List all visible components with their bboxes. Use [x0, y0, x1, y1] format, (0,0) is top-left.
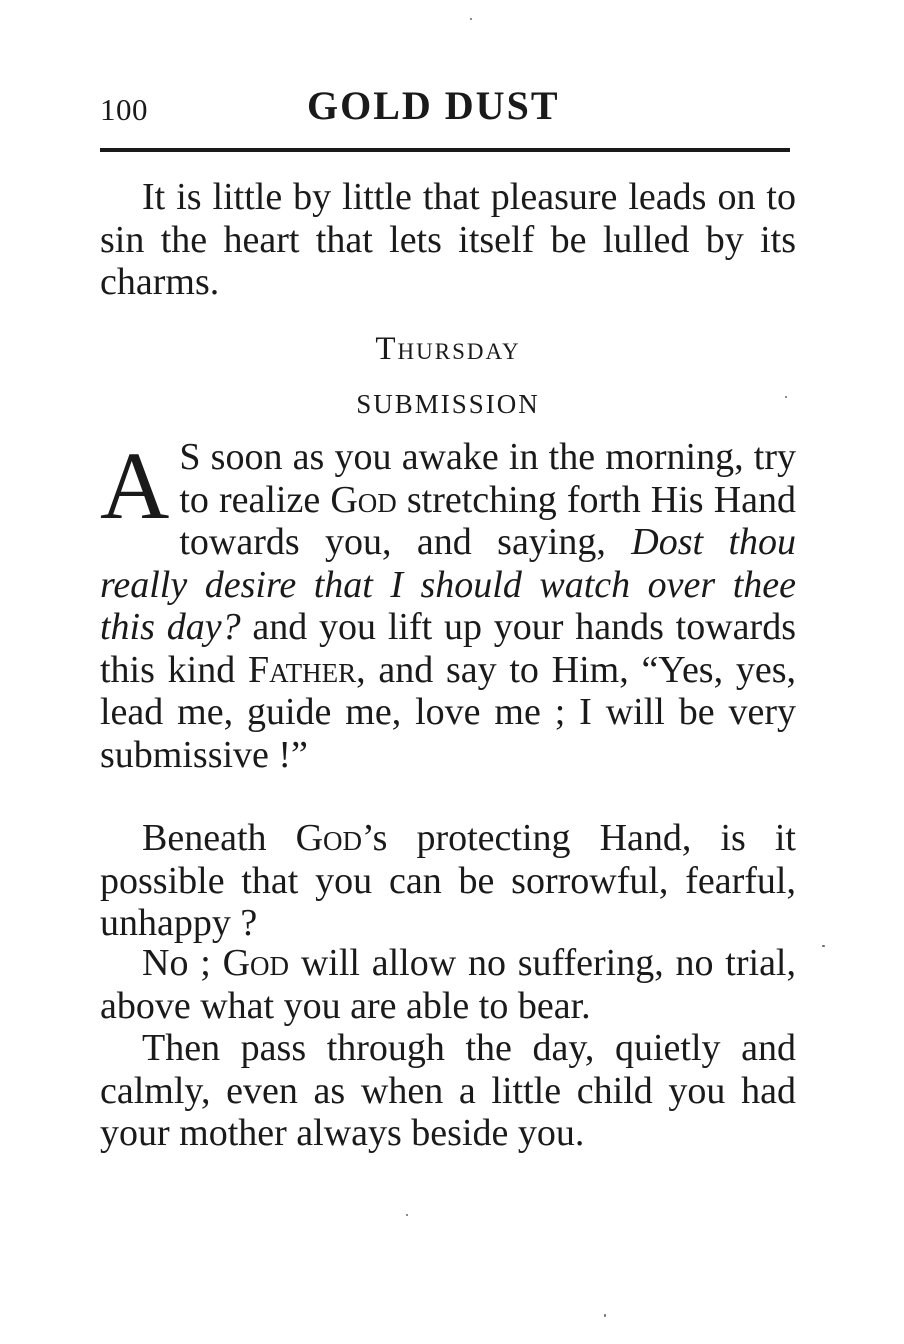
main-passage-text-3: and you lift up your hands towards this kind — [100, 606, 796, 691]
divine-name-god: God — [295, 817, 363, 859]
divine-name-god: God — [222, 942, 290, 984]
main-passage-text-4: , and say to Him, “Yes, yes, lead me, guide me, love me ; I will be very submissive !” — [100, 648, 796, 776]
paper-speck — [822, 945, 825, 947]
italic-quotation: Dost thou really desire that I should watch over thee this day? — [100, 521, 796, 648]
paragraph-4-text-1: No ; — [142, 942, 223, 984]
running-title: GOLD DUST — [307, 83, 560, 128]
header-rule — [100, 148, 790, 152]
paragraph-3-text-1: Beneath — [142, 817, 296, 859]
paragraph-3-text-2: ’s protecting Hand, is it possible that you can be sorrowful, fearful, unhappy ? — [100, 817, 796, 944]
paragraph-no-suffering — [100, 942, 796, 1027]
paragraph-protecting-hand — [100, 817, 796, 945]
page-number: 100 — [100, 92, 148, 127]
divine-name-god: God — [330, 478, 397, 521]
paper-speck — [785, 396, 787, 398]
drop-cap: A — [100, 432, 170, 539]
opening-paragraph: It is little by little that pleasure leads on to sin the heart that lets itself be lulled by its charms. — [100, 176, 796, 303]
paragraph-4-text-2: will allow no suffering, no trial, above what you are able to bear. — [100, 942, 796, 1027]
paper-speck — [470, 18, 472, 20]
main-passage — [100, 432, 796, 776]
paragraph-pass-through-day: Then pass through the day, quietly and calmly, even as when a little child you had your mother always beside you. — [100, 1027, 796, 1154]
main-passage-text-2: stretching forth His Hand towards you, and saying, — [179, 478, 796, 563]
page-header — [100, 78, 790, 138]
paper-speck — [406, 1214, 408, 1216]
subject-heading: SUBMISSION — [356, 389, 540, 419]
paper-speck — [604, 1314, 606, 1317]
main-passage-text-1: S soon as you awake in the morning, try to realize — [179, 436, 796, 521]
day-heading: Thursday — [375, 331, 521, 367]
divine-name-father: Father — [247, 648, 357, 691]
